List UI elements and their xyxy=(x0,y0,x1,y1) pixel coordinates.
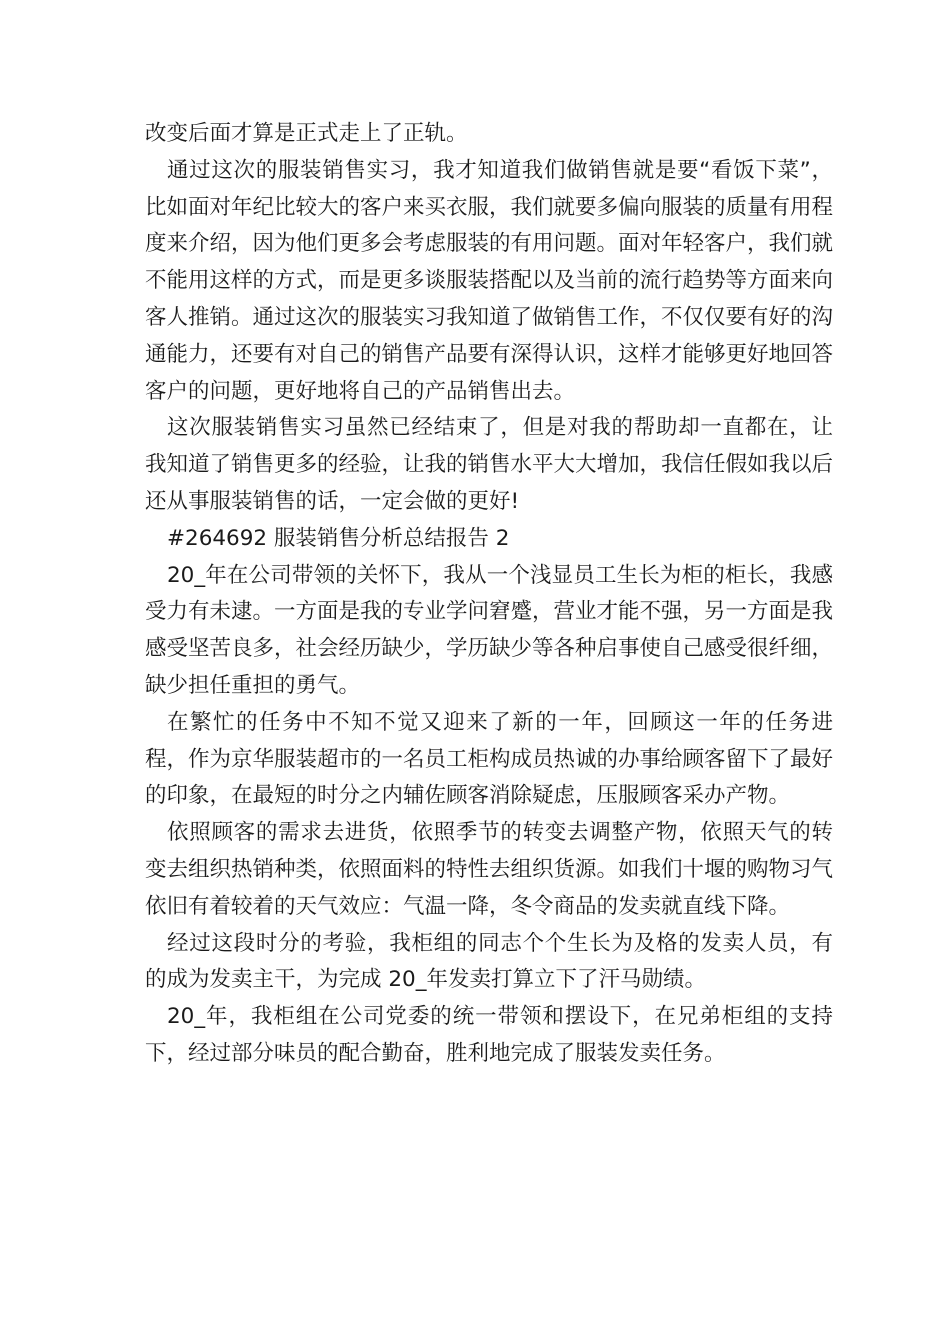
paragraph-9: 20_年，我柜组在公司党委的统一带领和摆设下，在兄弟柜组的支持下，经过部分味员的配合勤奋，胜利地完成了服装发卖任务。 xyxy=(145,1004,833,1066)
paragraph-2: 通过这次的服装销售实习，我才知道我们做销售就是要“看饭下菜”，比如面对年纪比较大的客户来买衣服，我们就要多偏向服装的质量有用程度来介绍，因为他们更多会考虑服装的有用问题。面对年轻客户，我们就不能用这样的方式，而是更多谈服装搭配以及当前的流行趋势等方面来向客人推销。通过这次的服装实习我知道了做销售工作，不仅仅要有好的沟通能力，还要有对自己的销售产品要有深得认识，这样才能够更好地回答客户的问题，更好地将自己的产品销售出去。 xyxy=(145,157,834,404)
paragraph-1: 改变后面才算是正式走上了正轨。 xyxy=(145,121,468,146)
paragraph-8: 经过这段时分的考验，我柜组的同志个个生长为及格的发卖人员，有的成为发卖主干，为完成 20_年发卖打算立下了汗马勋绩。 xyxy=(145,930,833,993)
paragraph-7: 依照顾客的需求去进货，依照季节的转变去调整产物，依照天气的转变去组织热销种类，依照面料的特性去组织货源。如我们十堰的购物习气依旧有着较着的天气效应：气温一降，冬令商品的发卖就直线下降。 xyxy=(145,820,834,919)
paragraph-3: 这次服装销售实习虽然已经结束了，但是对我的帮助却一直都在，让我知道了销售更多的经验，让我的销售水平大大增加，我信任假如我以后还从事服装销售的话，一定会做的更好! xyxy=(145,415,834,514)
paragraph-5: 20_年在公司带领的关怀下，我从一个浅显员工生长为柜的柜长，我感受力有未逮。一方面是我的专业学问窘蹙，营业才能不强，另一方面是我感受坚苦良多，社会经历缺少，学历缺少等各种启事使自己感受很纤细，缺少担任重担的勇气。 xyxy=(145,562,834,698)
section-heading: #264692 服装销售分析总结报告 2 xyxy=(167,525,510,551)
document-body xyxy=(145,116,833,1073)
paragraph-6: 在繁忙的任务中不知不觉又迎来了新的一年，回顾这一年的任务进程，作为京华服装超市的一名员工柜构成员热诚的办事给顾客留下了最好的印象，在最短的时分之内辅佐顾客消除疑虑，压服顾客采办产物。 xyxy=(145,709,834,809)
